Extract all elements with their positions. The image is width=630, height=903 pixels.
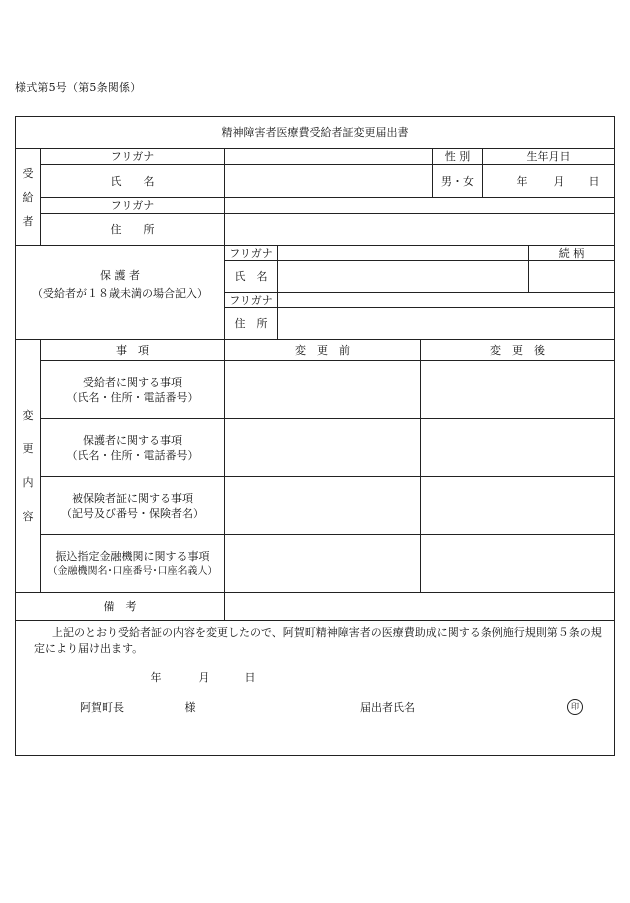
gender-label: 性 別 (444, 150, 471, 163)
change-row-4-after-field[interactable] (421, 535, 614, 592)
seal-mark: 印 (567, 699, 583, 715)
change-row-3-before-field[interactable] (225, 477, 420, 534)
guardian-note: （受給者が１８歳未満の場合記入） (32, 286, 208, 300)
recipient-address-label: 住 所 (110, 223, 155, 236)
change-row-label-line1: 保護者に関する事項 (83, 433, 182, 447)
change-row-label-line2: （記号及び番号・保険者名） (61, 506, 204, 520)
guardian-label: 保 護 者 (100, 268, 140, 282)
gender-options[interactable]: 男・女 (441, 174, 474, 188)
col-before-header: 変 更 前 (295, 343, 350, 357)
form-sheet (15, 116, 615, 756)
date-day-unit: 日 (244, 670, 256, 684)
change-row-label-line2: （氏名・住所・電話番号） (66, 448, 199, 462)
recipient-address-furigana-label: フリガナ (110, 199, 155, 212)
change-row-label-line1: 受給者に関する事項 (83, 375, 182, 389)
recipient-section-label-3: 者 (22, 215, 34, 228)
changes-section-label-4: 容 (22, 510, 34, 523)
recipient-name-field[interactable] (225, 165, 432, 197)
addressee: 阿賀町長 (80, 700, 124, 714)
recipient-furigana-field[interactable] (225, 149, 432, 164)
change-row-label-line2: （氏名・住所・電話番号） (66, 390, 199, 404)
guardian-address-furigana-label: フリガナ (229, 293, 273, 307)
relation-label: 続 柄 (558, 246, 585, 260)
applicant-name-field[interactable] (441, 697, 561, 717)
change-row-label-line1: 振込指定金融機関に関する事項 (55, 549, 210, 563)
form-id: 様式第5号（第5条関係） (15, 81, 142, 94)
changes-section-label-1: 変 (22, 409, 34, 422)
col-item-header: 事 項 (116, 343, 149, 357)
change-row-4-label (41, 535, 224, 592)
dob-label: 生年月日 (526, 150, 571, 163)
dob-day-unit: 日 (588, 174, 600, 188)
col-after-header: 変 更 後 (490, 343, 545, 357)
guardian-name-field[interactable] (278, 261, 528, 292)
rule (16, 620, 614, 621)
recipient-furigana-label: フリガナ (110, 150, 155, 163)
declaration-text: 上記のとおり受給者証の内容を変更したので、阿賀町精神障害者の医療費助成に関する条例施行規則第５条の規定により届け出ます。 (34, 626, 602, 655)
guardian-address-field[interactable] (278, 308, 614, 339)
change-row-2-after-field[interactable] (421, 419, 614, 476)
relation-field[interactable] (529, 261, 614, 292)
change-row-2-before-field[interactable] (225, 419, 420, 476)
date-year-unit: 年 (150, 670, 162, 684)
change-row-4-before-field[interactable] (225, 535, 420, 592)
change-row-label-line2: （金融機関名･口座番号･口座名義人） (47, 565, 218, 577)
change-row-3-label (41, 477, 224, 534)
date-month-unit: 月 (198, 670, 210, 684)
dob-month-unit: 月 (553, 174, 565, 188)
guardian-furigana-label: フリガナ (229, 246, 273, 260)
honorific: 様 (184, 700, 196, 714)
changes-section-label-2: 更 (22, 442, 34, 455)
guardian-address-label: 住 所 (234, 317, 268, 330)
applicant-name-label: 届出者氏名 (360, 700, 415, 714)
change-row-label-line1: 被保険者証に関する事項 (72, 491, 193, 505)
recipient-section-label-2: 給 (22, 191, 34, 204)
change-row-1-after-field[interactable] (421, 361, 614, 418)
dob-year-unit: 年 (516, 174, 528, 188)
change-row-3-after-field[interactable] (421, 477, 614, 534)
change-row-1-before-field[interactable] (225, 361, 420, 418)
guardian-name-label: 氏 名 (234, 270, 268, 283)
remarks-label: 備 考 (103, 600, 137, 613)
change-row-1-label (41, 361, 224, 418)
change-row-2-label (41, 419, 224, 476)
recipient-address-field[interactable] (225, 214, 614, 245)
changes-section-label-3: 内 (22, 476, 34, 489)
guardian-furigana-field[interactable] (278, 246, 528, 260)
form-title: 精神障害者医療費受給者証変更届出書 (221, 126, 409, 139)
remarks-field[interactable] (225, 593, 614, 620)
recipient-name-label: 氏 名 (110, 174, 155, 188)
guardian-address-furigana-field[interactable] (278, 293, 614, 307)
recipient-address-furigana-field[interactable] (225, 198, 614, 213)
recipient-section-label-1: 受 (22, 167, 34, 180)
